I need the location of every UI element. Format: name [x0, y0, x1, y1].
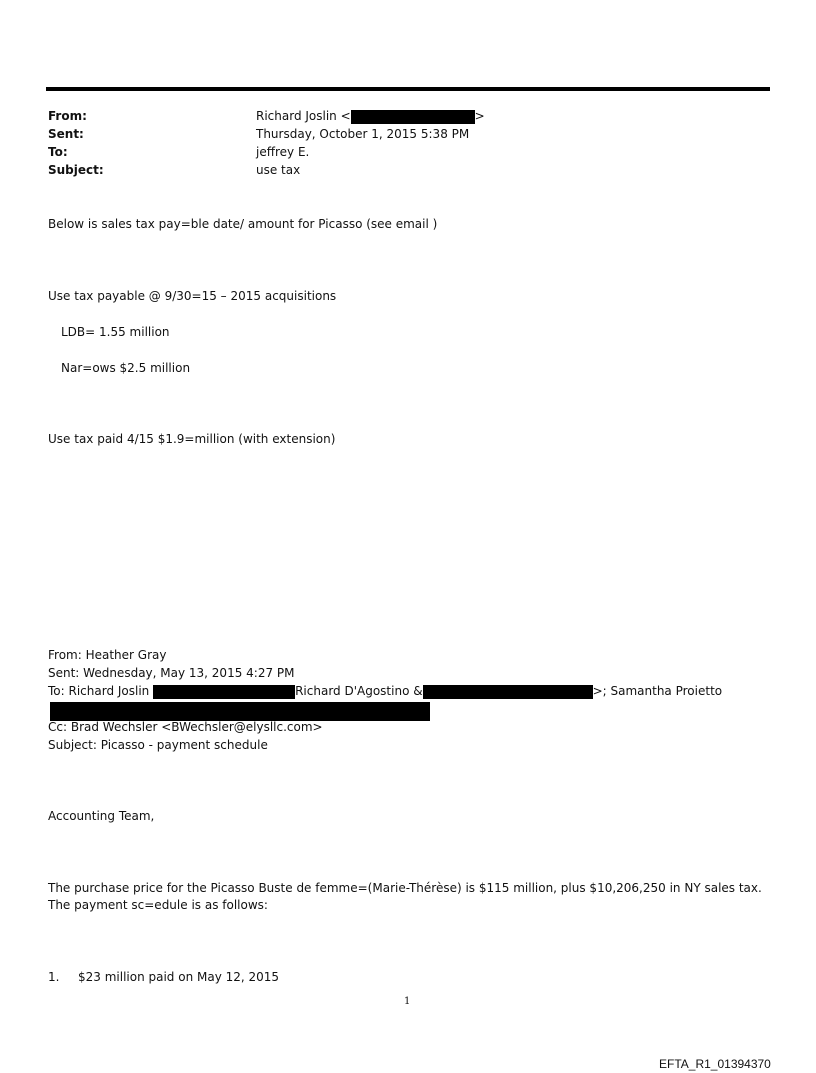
sent-value: Thursday, October 1, 2015 5:38 PM	[256, 127, 470, 141]
header-rule	[46, 87, 770, 91]
to-prefix: To: Richard Joslin	[48, 684, 154, 698]
from-value	[256, 108, 485, 125]
from-label: From:	[48, 109, 87, 123]
subject-value: use tax	[256, 163, 301, 177]
payment-schedule-line: The payment sc=edule is as follows:	[48, 898, 268, 912]
subject-label: Subject:	[48, 163, 104, 177]
list-item-number: 1.	[48, 970, 60, 984]
page-number: 1	[404, 996, 411, 1007]
intro-line: Below is sales tax pay=ble date/ amount for Picasso (see email )	[48, 217, 438, 231]
to-label: To:	[48, 145, 68, 159]
redaction-box	[153, 685, 295, 699]
redaction-box	[423, 685, 593, 699]
to-value: jeffrey E.	[256, 145, 310, 159]
email2-sent: Sent: Wednesday, May 13, 2015 4:27 PM	[48, 666, 295, 680]
sent-label: Sent:	[48, 127, 84, 141]
to-end: >; Samantha Proietto	[592, 684, 723, 698]
from-name: Richard Joslin <	[256, 109, 351, 123]
list-item-text: $23 million paid on May 12, 2015	[78, 970, 280, 984]
redaction-box	[351, 110, 475, 124]
purchase-price-line: The purchase price for the Picasso Buste de femme=(Marie-Thérèse) is $115 million, plus $10,206,250 in NY sales tax.	[48, 881, 762, 895]
use-tax-paid-line: Use tax paid 4/15 $1.9=million (with extension)	[48, 432, 336, 446]
document-id: EFTA_R1_01394370	[659, 1057, 771, 1071]
greeting-line: Accounting Team,	[48, 809, 155, 823]
narrows-line: Nar=ows $2.5 million	[61, 361, 191, 375]
email2-subject: Subject: Picasso - payment schedule	[48, 738, 268, 752]
email2-cc: Cc: Brad Wechsler <BWechsler@elysllc.com>	[48, 720, 323, 734]
use-tax-payable-line: Use tax payable @ 9/30=15 – 2015 acquisitions	[48, 289, 337, 303]
from-close: >	[474, 109, 485, 123]
email2-from: From: Heather Gray	[48, 648, 167, 662]
email2-to	[48, 683, 722, 700]
ldb-line: LDB= 1.55 million	[61, 325, 170, 339]
to-mid: Richard D'Agostino &	[295, 684, 423, 698]
